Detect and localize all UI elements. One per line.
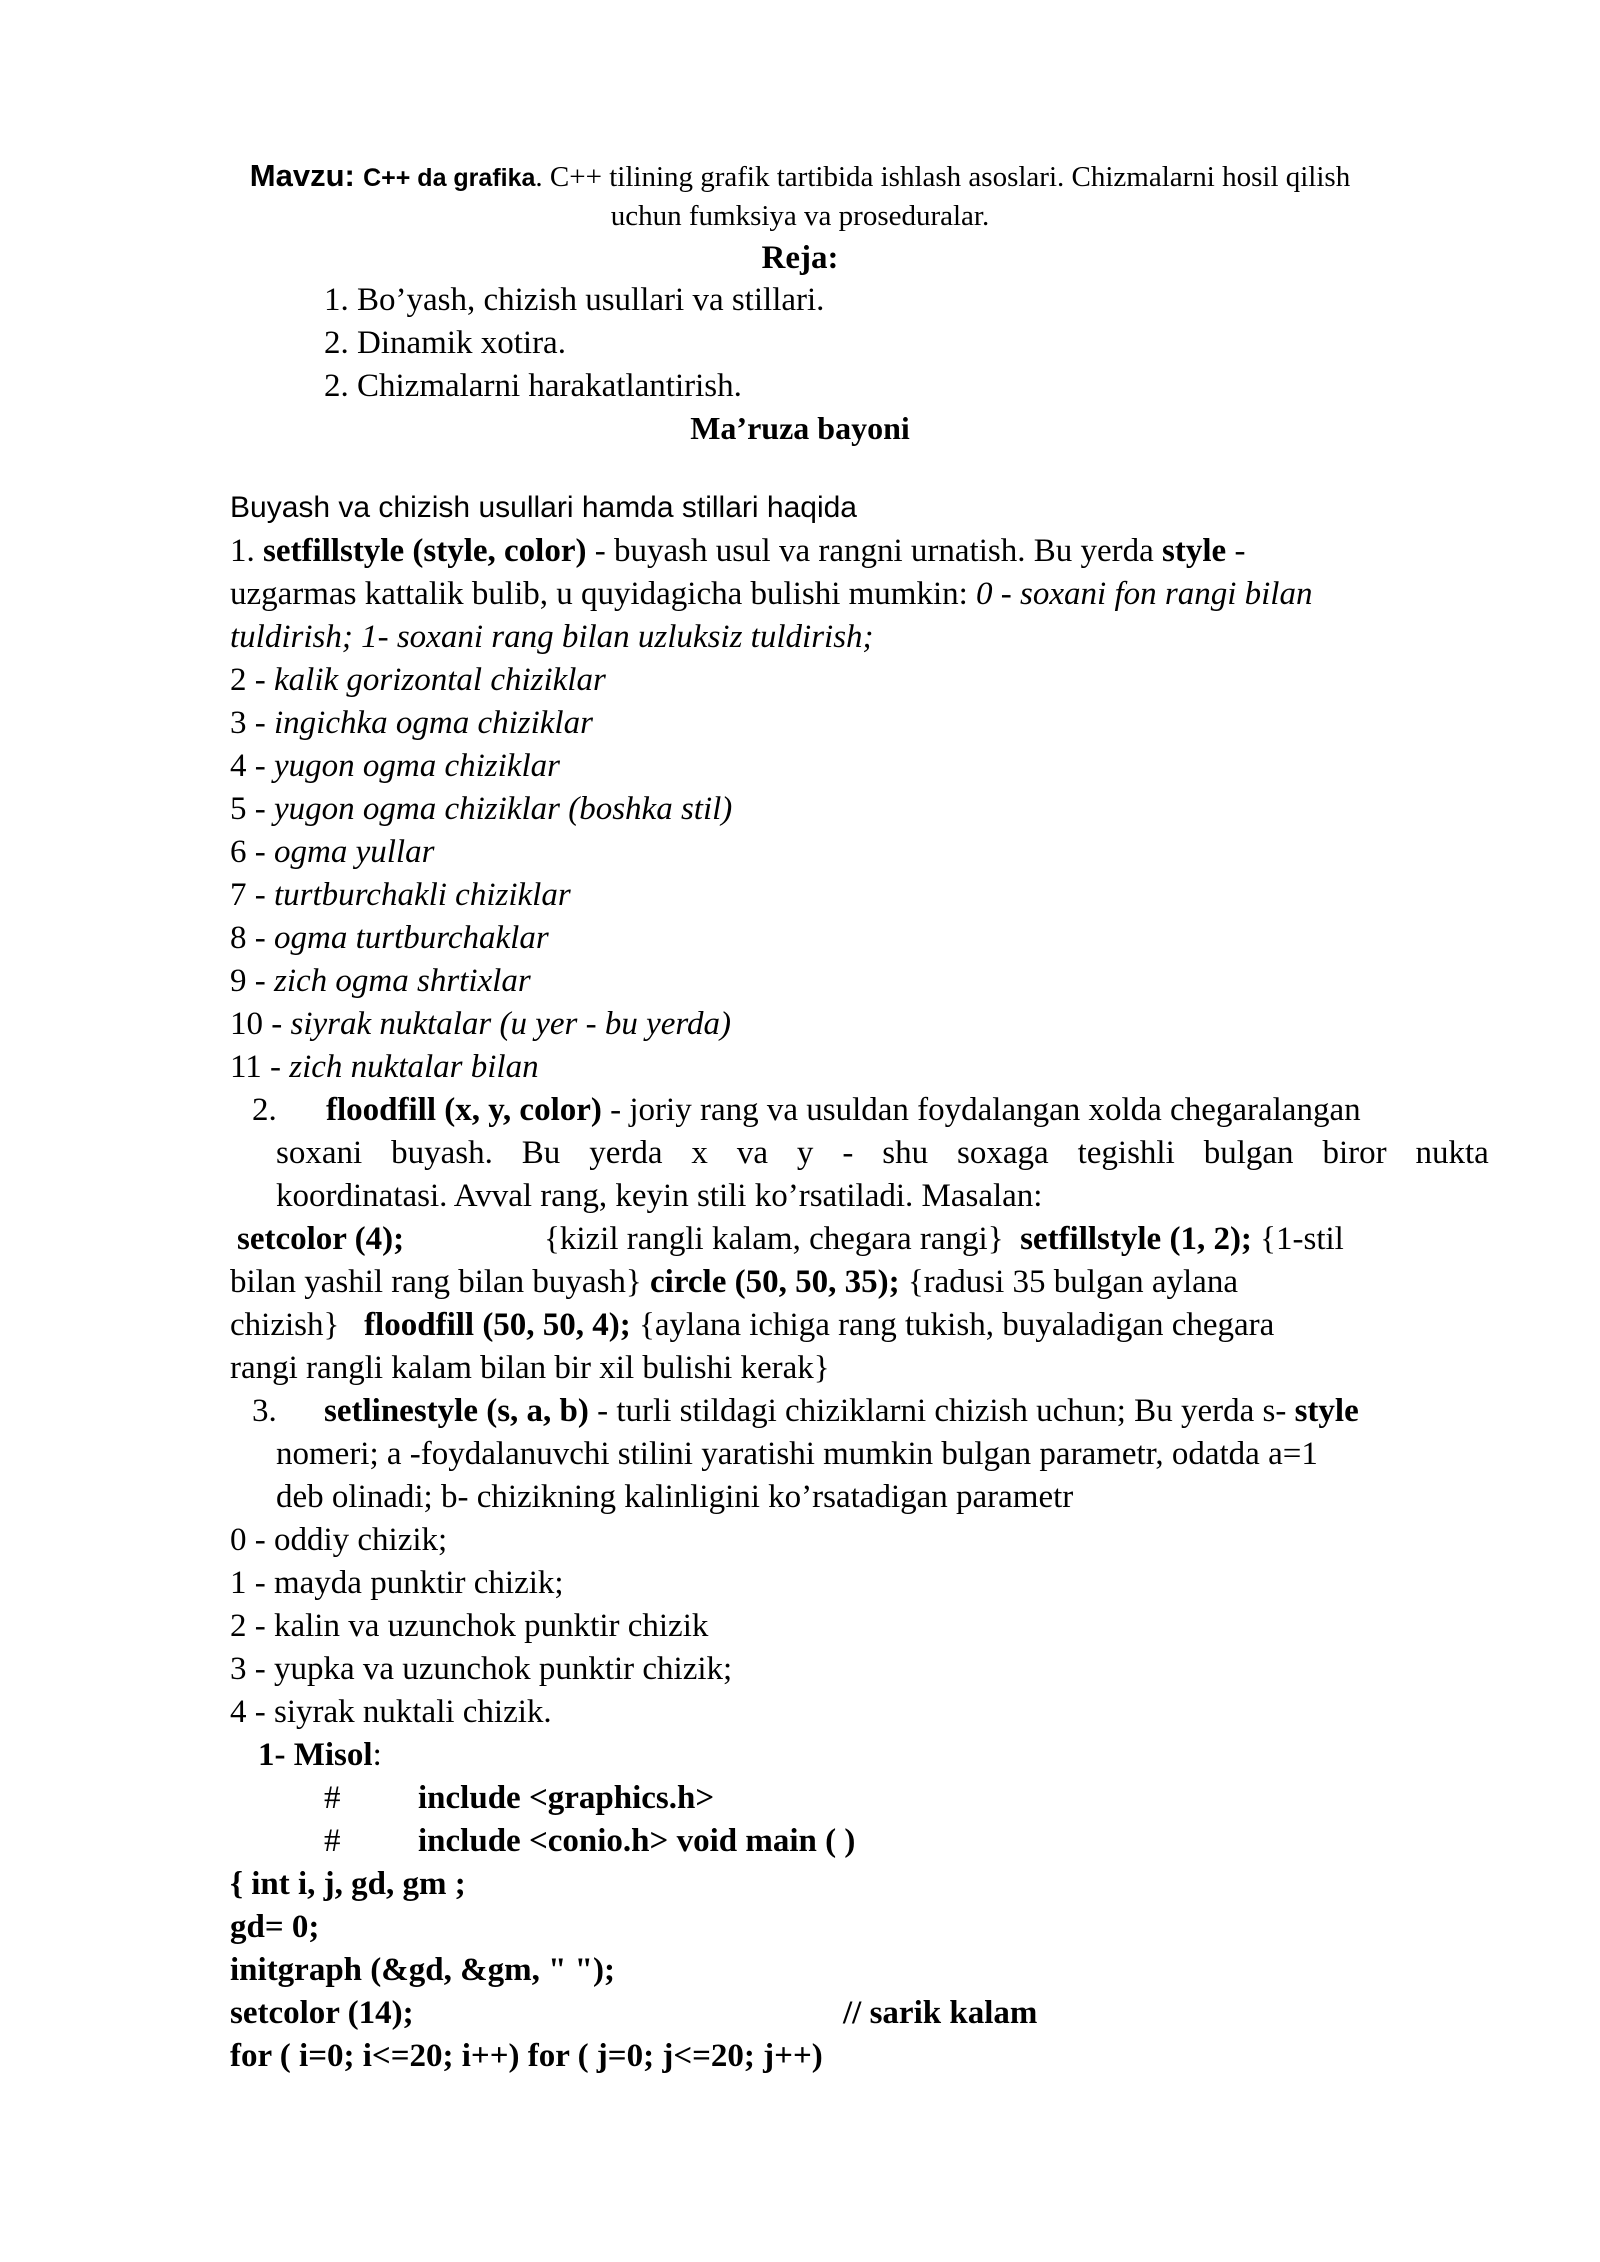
hash-symbol: # [324,1823,341,1859]
desc: yugon ogma chiziklar [274,748,560,784]
fill-style-item [230,918,549,958]
setlinestyle-number: 3. [252,1393,277,1429]
word: soxaga [957,1135,1049,1171]
topic-line-2: uchun fumksiya va proseduralar. [610,200,990,232]
example-line-1 [544,1219,1344,1259]
fill-style-item [230,1004,731,1044]
num: 4 - [230,748,274,784]
dash: - [1226,533,1246,569]
fill-style-item [230,961,531,1001]
fill-style-item [230,703,593,743]
fill-style-item [230,746,560,786]
desc: zich nuktalar bilan [289,1049,539,1085]
comment: {1-stil [1251,1221,1344,1257]
num: 11 - [230,1049,290,1085]
fill-style-item [230,660,606,700]
line-style-item: 1 - mayda punktir chizik; [230,1565,564,1601]
code-comment: // sarik kalam [843,1995,1038,2031]
hash-symbol: # [324,1780,341,1816]
plan-title: Reja: [761,240,839,276]
desc: turtburchakli chiziklar [274,877,571,913]
style-keyword: style [1294,1393,1359,1429]
setlinestyle-line-3: deb olinadi; b- chizikning kalinligini ko’rsatadigan parametr [276,1479,1074,1515]
desc: ogma yullar [274,834,435,870]
line-style-item: 4 - siyrak nuktali chizik. [230,1694,552,1730]
item-number: 1. [230,533,263,569]
style-keyword: style [1162,533,1227,569]
desc: kalik gorizontal chiziklar [274,662,606,698]
setfillstyle-line-3: tuldirish; 1- soxani rang bilan uzluksiz tuldirish; [230,619,874,655]
fill-style-item [230,1047,539,1087]
plan-item: 1. Bo’yash, chizish usullari va stillari. [324,282,825,318]
fill-style-item [230,832,434,872]
code: setcolor (4); [237,1221,405,1257]
floodfill-function: floodfill (x, y, color) [326,1092,602,1128]
floodfill-line [326,1090,1361,1130]
floodfill-desc: - joriy rang va usuldan foydalangan xolda chegaralangan [601,1092,1361,1128]
comment: chizish} [230,1307,340,1343]
line-style-item: 3 - yupka va uzunchok punktir chizik; [230,1651,733,1687]
desc: zich ogma shrtixlar [274,963,531,999]
setlinestyle-function: setlinestyle (s, a, b) [324,1393,589,1429]
floodfill-line-2 [276,1133,1489,1173]
word: buyash. [391,1135,493,1171]
desc: siyrak nuktalar (u yer - bu yerda) [290,1006,731,1042]
num: 8 - [230,920,274,956]
topic-title: C++ da grafika [363,164,536,192]
setfillstyle-line-2 [230,574,1312,614]
plan-item: 2. Dinamik xotira. [324,325,566,361]
section-heading: Buyash va chizish usullari hamda stillari haqida [230,491,857,524]
plan-item: 2. Chizmalarni harakatlantirish. [324,368,742,404]
fill-style-item [230,875,571,915]
num: 5 - [230,791,274,827]
num: 2 - [230,662,274,698]
num: 6 - [230,834,274,870]
floodfill-number: 2. [252,1092,277,1128]
setfillstyle-desc: - buyash usul va rangni urnatish. Bu yerda [586,533,1163,569]
word: y [796,1135,814,1171]
word: yerda [589,1135,663,1171]
lecture-title: Ma’ruza bayoni [690,410,910,446]
code-line: setcolor (14); [230,1995,414,2031]
line-style-item: 0 - oddiy chizik; [230,1522,448,1558]
label: 1- Misol [258,1737,373,1773]
example-line-4: rangi rangli kalam bilan bir xil bulishi kerak} [230,1350,830,1386]
misol-label [258,1735,382,1775]
num: 10 - [230,1006,291,1042]
word: biror [1322,1135,1387,1171]
code-line: { int i, j, gd, gm ; [230,1866,466,1902]
setlinestyle-line [324,1391,1359,1431]
code-line: gd= 0; [230,1909,320,1945]
num: 7 - [230,877,274,913]
comment: {kizil rangli kalam, chegara rangi} [544,1221,1004,1257]
line-style-item: 2 - kalin va uzunchok punktir chizik [230,1608,709,1644]
setfillstyle-line [230,531,1245,571]
word: Bu [521,1135,561,1171]
desc: ogma turtburchaklar [274,920,549,956]
word: - [842,1135,854,1171]
mavzu-label: Mavzu: [249,158,355,193]
topic-line [0,156,1600,198]
setfillstyle-function: setfillstyle (style, color) [263,533,587,569]
italic-text: 0 - soxani fon rangi bilan [976,576,1313,612]
floodfill-line-3: koordinatasi. Avval rang, keyin stili ko’rsatiladi. Masalan: [276,1178,1043,1214]
fill-style-item [230,789,732,829]
word: x [691,1135,708,1171]
example-setcolor [237,1219,404,1259]
desc: ingichka ogma chiziklar [274,705,593,741]
word: soxani [276,1135,363,1171]
setlinestyle-line-2: nomeri; a -foydalanuvchi stilini yaratishi mumkin bulgan parametr, odatda a=1 [276,1436,1318,1472]
comment: bilan yashil rang bilan buyash} [230,1264,642,1300]
setlinestyle-desc: - turli stildagi chiziklarni chizish uchun; Bu yerda s- [588,1393,1295,1429]
text: uzgarmas kattalik bulib, u quyidagicha bulishi mumkin: [230,576,977,612]
example-line-3 [230,1305,1274,1345]
word: tegishli [1077,1135,1175,1171]
num: 9 - [230,963,274,999]
code: floodfill (50, 50, 4); [364,1307,631,1343]
comment: {aylana ichiga rang tukish, buyaladigan chegara [630,1307,1275,1343]
colon: : [372,1737,382,1773]
code: setfillstyle (1, 2); [1020,1221,1252,1257]
word: nukta [1415,1135,1489,1171]
comment: {radusi 35 bulgan aylana [899,1264,1238,1300]
word: va [736,1135,768,1171]
word: bulgan [1203,1135,1294,1171]
desc: yugon ogma chiziklar (boshka stil) [274,791,733,827]
code-line: for ( i=0; i<=20; i++) for ( j=0; j<=20; j++) [230,2038,823,2074]
example-line-2 [230,1262,1238,1302]
topic-rest: . C++ tilining grafik tartibida ishlash asoslari. Chizmalarni hosil qilish [535,161,1351,193]
code-include-1: include <graphics.h> [418,1780,715,1816]
num: 3 - [230,705,274,741]
code-line: initgraph (&gd, &gm, " "); [230,1952,615,1988]
code-include-2: include <conio.h> void main ( ) [418,1823,856,1859]
code: circle (50, 50, 35); [650,1264,900,1300]
word: shu [882,1135,929,1171]
